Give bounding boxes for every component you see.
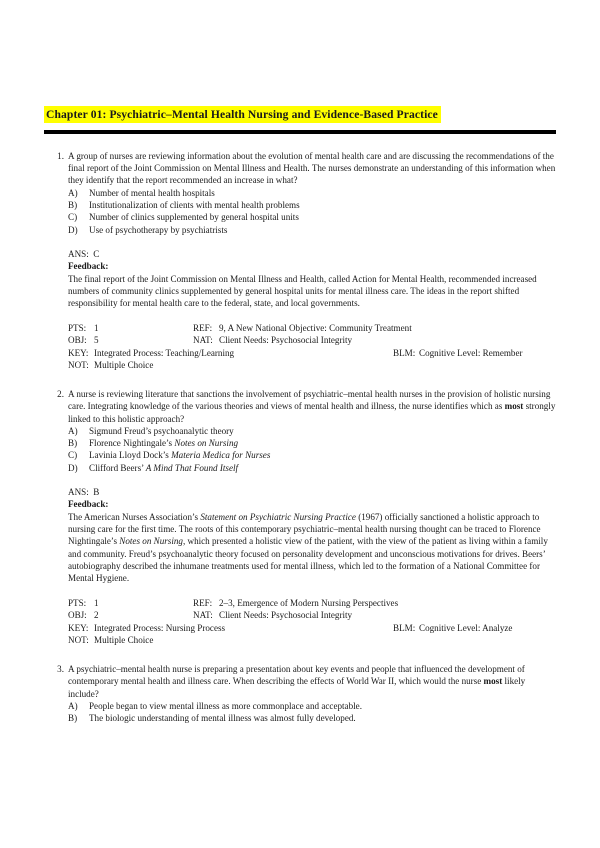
option-letter: C) bbox=[68, 450, 78, 461]
option-text: Sigmund Freud’s psychoanalytic theory bbox=[89, 425, 234, 436]
option-work-title: A Mind That Found Itself bbox=[145, 462, 239, 473]
question-number: 3. bbox=[57, 663, 64, 674]
option-letter: C) bbox=[68, 212, 78, 223]
obj-field bbox=[68, 609, 99, 622]
blm-label: BLM: bbox=[393, 622, 416, 633]
answer-label: ANS: bbox=[68, 487, 89, 498]
question-stem-emphasis: most bbox=[483, 676, 503, 687]
obj-label: OBJ: bbox=[68, 335, 87, 346]
question-stem-emphasis: most bbox=[504, 401, 524, 412]
not-field bbox=[68, 359, 153, 372]
pts-label: PTS: bbox=[68, 597, 87, 608]
metadata-row bbox=[68, 322, 556, 335]
not-value: Multiple Choice bbox=[94, 635, 154, 646]
obj-label: OBJ: bbox=[68, 610, 87, 621]
metadata-row bbox=[68, 359, 556, 372]
obj-field bbox=[68, 334, 99, 347]
question-stem bbox=[44, 150, 556, 187]
question-stem-text-part1: A nurse is reviewing literature that sanctions the involvement of psychiatric–mental health nurses in the provision of holistic nursing care. Integrating knowledge of the various theories and views of mental health and illness, the nurse identifies which as bbox=[68, 388, 551, 412]
pts-label: PTS: bbox=[68, 322, 87, 333]
nat-label: NAT: bbox=[193, 335, 213, 346]
question-stem-text: A group of nurses are reviewing information about the evolution of mental health care and are discussing the recommendations of the final report of the Joint Commission on Mental Illness and Health. The nurses demonstrate an understanding of this information when they identify that the report recommended an increase in what? bbox=[68, 150, 556, 186]
option-letter: B) bbox=[68, 713, 78, 724]
question-metadata bbox=[44, 597, 556, 647]
ref-value: 2–3, Emergence of Modern Nursing Perspectives bbox=[219, 597, 399, 608]
answer-line bbox=[68, 248, 556, 260]
question-block-2 bbox=[44, 388, 556, 647]
nat-value: Client Needs: Psychosocial Integrity bbox=[219, 610, 353, 621]
question-stem-text-part1: A psychiatric–mental health nurse is preparing a presentation about key events and people that influenced the development of contemporary mental health and illness care. When describing the effects of World War II, which would the nurse bbox=[68, 663, 525, 687]
option-text: Clifford Beers’ bbox=[89, 462, 146, 473]
answer-option[interactable] bbox=[68, 425, 556, 437]
question-block-1 bbox=[44, 150, 556, 372]
blm-value: Cognitive Level: Remember bbox=[419, 347, 523, 358]
metadata-row bbox=[68, 347, 556, 360]
feedback-label: Feedback: bbox=[68, 261, 109, 272]
answer-line bbox=[68, 486, 556, 498]
option-letter: B) bbox=[68, 438, 78, 449]
question-metadata bbox=[44, 322, 556, 372]
option-work-title: Notes on Nursing bbox=[174, 438, 239, 449]
not-label: NOT: bbox=[68, 635, 89, 646]
title-divider-rule bbox=[44, 130, 556, 134]
option-text: The biologic understanding of mental illness was almost fully developed. bbox=[89, 713, 356, 724]
answer-options-list bbox=[44, 187, 556, 236]
obj-value: 5 bbox=[94, 335, 99, 346]
feedback-text: The final report of the Joint Commission on Mental Illness and Health, called Action for Mental Health, recommended increased numbers of community clinics supplemented by general hospital units for mental illness care. The ideas in the report shifted responsibility for mental health care to the federal, state, and local governments. bbox=[68, 273, 537, 309]
option-letter: A) bbox=[68, 700, 78, 711]
feedback-work-title-2: Notes on Nursing bbox=[119, 536, 183, 547]
question-block-3 bbox=[44, 663, 556, 725]
ref-field bbox=[193, 322, 412, 335]
blm-value: Cognitive Level: Analyze bbox=[419, 622, 513, 633]
option-letter: D) bbox=[68, 224, 78, 235]
not-value: Multiple Choice bbox=[94, 360, 154, 371]
metadata-row bbox=[68, 622, 556, 635]
ref-label: REF: bbox=[193, 322, 213, 333]
key-value: Integrated Process: Nursing Process bbox=[94, 622, 226, 633]
pts-field bbox=[68, 597, 99, 610]
answer-options-list bbox=[44, 700, 556, 725]
answer-option[interactable] bbox=[68, 211, 556, 223]
key-field bbox=[68, 622, 225, 635]
question-stem-text-part2: strongly linked to this holistic approach? bbox=[68, 401, 556, 424]
option-text: Use of psychotherapy by psychiatrists bbox=[89, 224, 228, 235]
answer-label: ANS: bbox=[68, 248, 89, 259]
feedback-part1: The American Nurses Association’s bbox=[68, 511, 201, 522]
blm-field bbox=[393, 347, 523, 360]
pts-value: 1 bbox=[94, 322, 99, 333]
option-text: Lavinia Lloyd Dock’s bbox=[89, 450, 172, 461]
question-stem-text-part2: likely include? bbox=[68, 676, 526, 699]
answer-option[interactable] bbox=[68, 224, 556, 236]
blm-field bbox=[393, 622, 512, 635]
key-value: Integrated Process: Teaching/Learning bbox=[94, 347, 235, 358]
option-letter: A) bbox=[68, 187, 78, 198]
answer-value: B bbox=[93, 487, 100, 498]
nat-field bbox=[193, 609, 352, 622]
nat-value: Client Needs: Psychosocial Integrity bbox=[219, 335, 353, 346]
metadata-row bbox=[68, 334, 556, 347]
key-label: KEY: bbox=[68, 347, 89, 358]
nat-field bbox=[193, 334, 352, 347]
answer-feedback-block bbox=[44, 248, 556, 310]
answer-option[interactable] bbox=[68, 700, 556, 712]
option-text: Number of clinics supplemented by general hospital units bbox=[89, 212, 299, 223]
answer-option[interactable] bbox=[68, 199, 556, 211]
option-letter: A) bbox=[68, 425, 78, 436]
ref-field bbox=[193, 597, 398, 610]
feedback-label: Feedback: bbox=[68, 499, 109, 510]
answer-option[interactable] bbox=[68, 712, 556, 724]
ref-value: 9, A New National Objective: Community Treatment bbox=[219, 322, 412, 333]
not-label: NOT: bbox=[68, 360, 89, 371]
feedback-part2: (1967) officially sanctioned a holistic approach to nursing care for the first time. The roots of this contemporary psychiatric–mental health nursing thought can be traced to Florence Nightingale’s bbox=[68, 511, 541, 547]
blm-label: BLM: bbox=[393, 347, 416, 358]
option-text: Institutionalization of clients with mental health problems bbox=[89, 200, 300, 211]
metadata-row bbox=[68, 609, 556, 622]
page-content bbox=[44, 106, 556, 725]
pts-field bbox=[68, 322, 99, 335]
key-field bbox=[68, 347, 234, 360]
answer-option[interactable] bbox=[68, 462, 556, 474]
metadata-row bbox=[68, 597, 556, 610]
question-stem bbox=[44, 388, 556, 425]
answer-feedback-block bbox=[44, 486, 556, 585]
answer-value: C bbox=[93, 248, 100, 259]
feedback-work-title-1: Statement on Psychiatric Nursing Practice bbox=[200, 511, 356, 522]
feedback-text bbox=[68, 511, 556, 585]
feedback-part3: , which presented a holistic view of the patient, with the view of the patient as living within a family and community. Freud’s psychoanalytic theory focused on personality development and unconscious motivations for drives. Beers’ autobiography described the inhumane treatments used for mental illness, which led to the formation of a National Committee for Mental Hygiene. bbox=[68, 536, 548, 584]
page-title: Chapter 01: Psychiatric–Mental Health Nursing and Evidence-Based Practice bbox=[44, 106, 441, 123]
answer-options-list bbox=[44, 425, 556, 474]
metadata-row bbox=[68, 634, 556, 647]
chapter-title-row bbox=[44, 106, 556, 123]
answer-option[interactable] bbox=[68, 437, 556, 449]
answer-option[interactable] bbox=[68, 187, 556, 199]
not-field bbox=[68, 634, 153, 647]
ref-label: REF: bbox=[193, 597, 213, 608]
obj-value: 2 bbox=[94, 610, 99, 621]
option-letter: D) bbox=[68, 462, 78, 473]
option-letter: B) bbox=[68, 200, 78, 211]
answer-option[interactable] bbox=[68, 449, 556, 461]
question-number: 1. bbox=[57, 150, 64, 161]
nat-label: NAT: bbox=[193, 610, 213, 621]
question-number: 2. bbox=[57, 388, 64, 399]
option-text: Florence Nightingale’s bbox=[89, 438, 175, 449]
pts-value: 1 bbox=[94, 597, 99, 608]
option-work-title: Materia Medica for Nurses bbox=[171, 450, 271, 461]
option-text: Number of mental health hospitals bbox=[89, 187, 215, 198]
question-stem bbox=[44, 663, 556, 700]
key-label: KEY: bbox=[68, 622, 89, 633]
option-text: People began to view mental illness as more commonplace and acceptable. bbox=[89, 700, 362, 711]
